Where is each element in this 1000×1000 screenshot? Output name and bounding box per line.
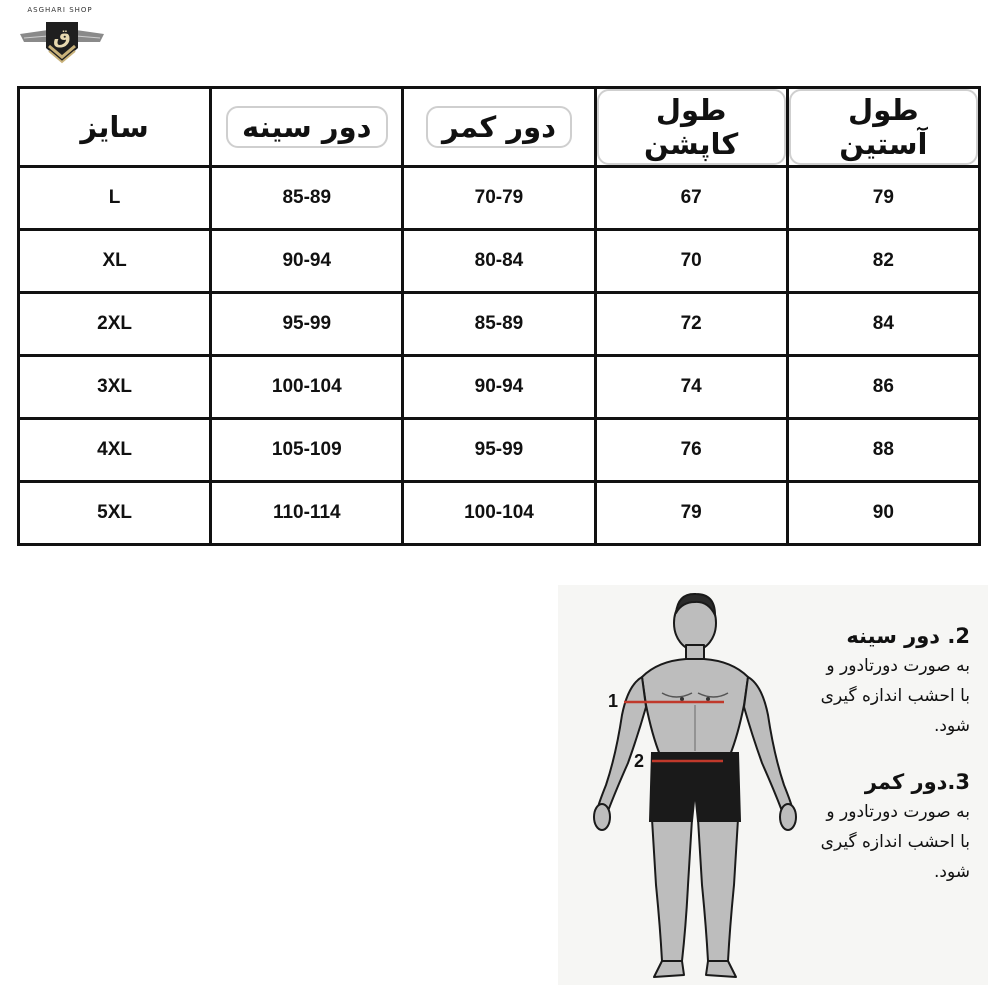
header-sleeve-length-label: طول آستین: [789, 89, 978, 165]
table-row: [19, 230, 980, 293]
header-size: [19, 88, 211, 167]
cell-sleeve-length: 84: [787, 293, 979, 356]
chest-line-3: شود.: [933, 716, 970, 736]
table-row: [19, 419, 980, 482]
chest-line-1: به صورت دورتادور و: [826, 656, 970, 676]
table-row: [19, 482, 980, 545]
cell-size: 3XL: [19, 356, 211, 419]
header-chest: [211, 88, 403, 167]
cell-jacket-length: 76: [595, 419, 787, 482]
table-header-row: [19, 88, 980, 167]
cell-waist: 80-84: [403, 230, 595, 293]
header-waist: [403, 88, 595, 167]
shop-logo: [10, 2, 110, 72]
cell-jacket-length: 79: [595, 482, 787, 545]
table-row: [19, 167, 980, 230]
cell-size: L: [19, 167, 211, 230]
body-figure-illustration: [558, 585, 818, 985]
header-jacket-length-label: طول کاپشن: [597, 89, 786, 165]
size-chart-table: [17, 86, 981, 546]
table-row: [19, 356, 980, 419]
marker-chest-number: 1: [608, 691, 619, 711]
waist-line-1: به صورت دورتادور و: [826, 802, 970, 822]
logo-mark: ق: [53, 24, 71, 48]
header-size-label: سایز: [64, 106, 164, 148]
logo-brand-text: ASGHARI SHOP: [27, 6, 93, 14]
cell-size: 2XL: [19, 293, 211, 356]
waist-line-2: با احشب اندازه گیری: [820, 832, 970, 852]
cell-sleeve-length: 79: [787, 167, 979, 230]
cell-chest: 90-94: [211, 230, 403, 293]
cell-sleeve-length: 86: [787, 356, 979, 419]
cell-waist: 95-99: [403, 419, 595, 482]
cell-waist: 100-104: [403, 482, 595, 545]
header-jacket-length: [595, 88, 787, 167]
waist-title: 3.دور کمر: [864, 770, 970, 794]
table-row: [19, 293, 980, 356]
chest-title: 2. دور سینه: [846, 624, 970, 648]
chest-instructions: [780, 621, 970, 741]
cell-jacket-length: 70: [595, 230, 787, 293]
cell-sleeve-length: 82: [787, 230, 979, 293]
cell-sleeve-length: 88: [787, 419, 979, 482]
cell-size: 5XL: [19, 482, 211, 545]
cell-waist: 85-89: [403, 293, 595, 356]
marker-waist-number: 2: [634, 751, 645, 771]
chest-line-2: با احشب اندازه گیری: [820, 686, 970, 706]
cell-waist: 70-79: [403, 167, 595, 230]
measurement-guide: [558, 585, 988, 985]
cell-waist: 90-94: [403, 356, 595, 419]
cell-chest: 110-114: [211, 482, 403, 545]
cell-chest: 95-99: [211, 293, 403, 356]
cell-jacket-length: 67: [595, 167, 787, 230]
cell-jacket-length: 72: [595, 293, 787, 356]
cell-size: XL: [19, 230, 211, 293]
cell-chest: 100-104: [211, 356, 403, 419]
waist-line-3: شود.: [933, 862, 970, 882]
cell-size: 4XL: [19, 419, 211, 482]
header-chest-label: دور سینه: [226, 106, 387, 148]
cell-chest: 85-89: [211, 167, 403, 230]
cell-jacket-length: 74: [595, 356, 787, 419]
cell-chest: 105-109: [211, 419, 403, 482]
header-waist-label: دور کمر: [426, 106, 572, 148]
cell-sleeve-length: 90: [787, 482, 979, 545]
waist-instructions: [780, 767, 970, 887]
header-sleeve-length: [787, 88, 979, 167]
